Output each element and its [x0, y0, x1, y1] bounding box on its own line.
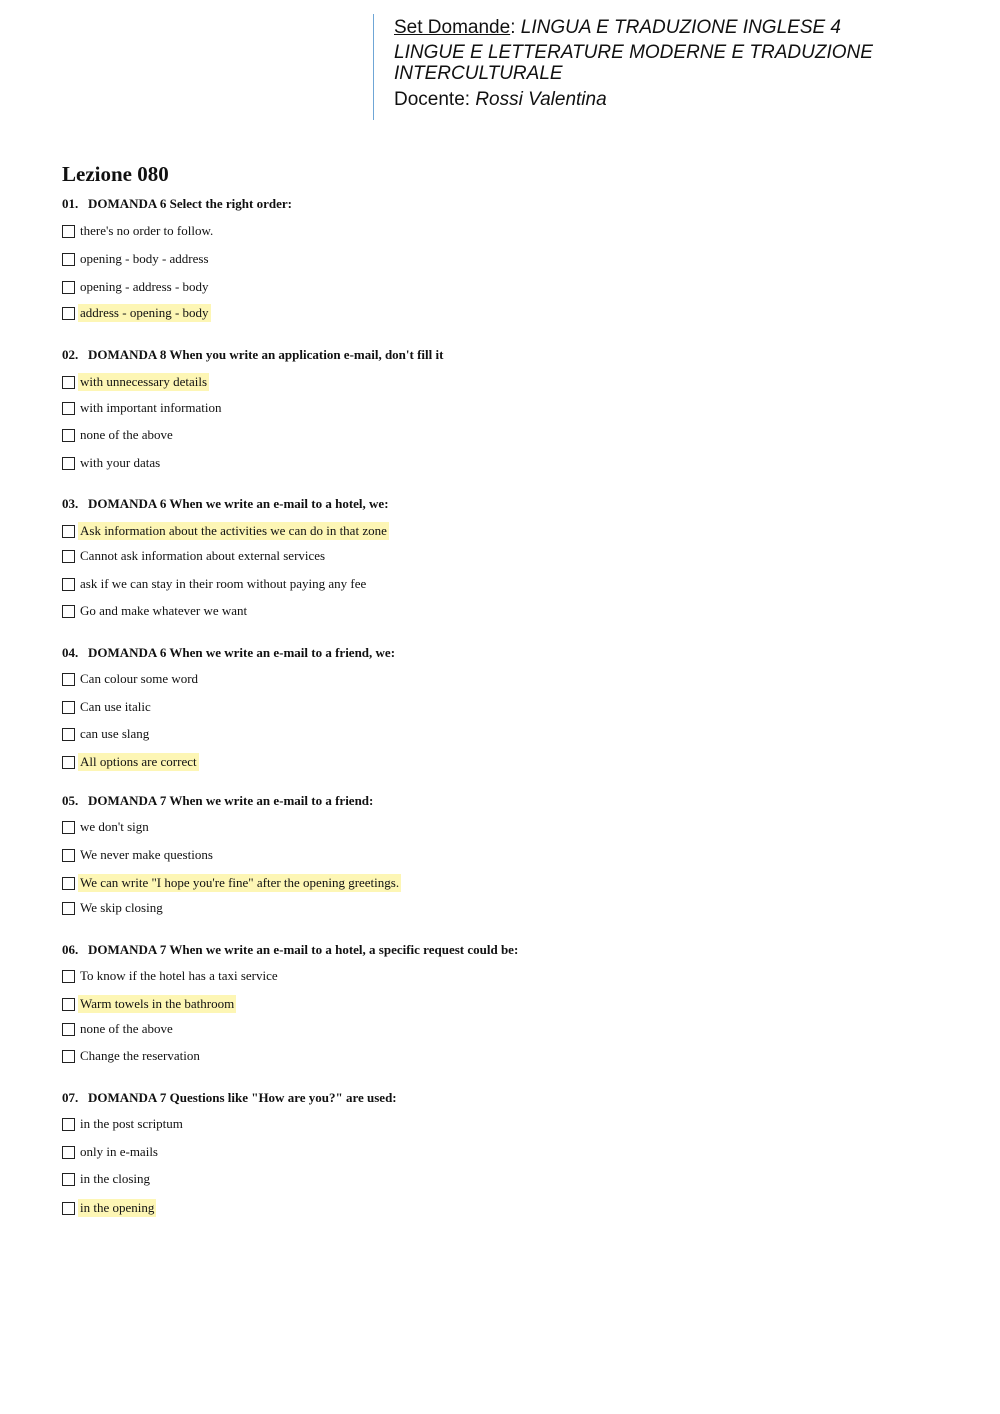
- option-label: only in e-mails: [80, 1144, 158, 1159]
- question-block: [62, 940, 942, 1063]
- question-number: 04.: [62, 645, 79, 660]
- option-checkbox[interactable]: [62, 525, 75, 538]
- answer-option[interactable]: [62, 752, 199, 772]
- option-label: in the post scriptum: [80, 1116, 183, 1131]
- question-number: 01.: [62, 196, 79, 211]
- question-label: DOMANDA 7 When we write an e-mail to a hotel, a specific request could be:: [88, 942, 519, 957]
- answer-option[interactable]: [62, 697, 153, 717]
- option-checkbox[interactable]: [62, 756, 75, 769]
- option-checkbox[interactable]: [62, 728, 75, 741]
- answer-option[interactable]: [62, 669, 200, 689]
- lesson-title: Lezione 080: [62, 162, 169, 186]
- document-header: [373, 14, 933, 120]
- answer-option[interactable]: [62, 277, 211, 297]
- question-text: [62, 1088, 942, 1108]
- option-checkbox[interactable]: [62, 457, 75, 470]
- option-label: Can use italic: [80, 699, 151, 714]
- option-label: none of the above: [80, 427, 173, 442]
- option-label: we don't sign: [80, 819, 149, 834]
- answer-option[interactable]: [62, 966, 280, 986]
- option-label: Cannot ask information about external services: [80, 548, 326, 563]
- question-number: 07.: [62, 1090, 79, 1105]
- course-title: LINGUA E TRADUZIONE INGLESE 4: [520, 17, 842, 38]
- question-block: [62, 643, 942, 769]
- question-text: [62, 643, 942, 663]
- answer-option[interactable]: [62, 372, 209, 392]
- option-label: Can colour some word: [80, 671, 199, 686]
- answer-option[interactable]: [62, 994, 236, 1014]
- option-checkbox[interactable]: [62, 225, 75, 238]
- answer-option[interactable]: [62, 1019, 175, 1039]
- degree-title: LINGUE E LETTERATURE MODERNE E TRADUZIONE INTERCULTURALE: [394, 42, 873, 84]
- option-label: can use slang: [80, 726, 150, 741]
- option-label: opening - body - address: [80, 251, 209, 266]
- question-block: [62, 1088, 942, 1215]
- option-label: with important information: [80, 400, 222, 415]
- teacher-label: Docente:: [394, 89, 476, 110]
- question-label: DOMANDA 6 When we write an e-mail to a hotel, we:: [88, 496, 389, 511]
- question-block: [62, 494, 942, 618]
- option-checkbox[interactable]: [62, 998, 75, 1011]
- option-checkbox[interactable]: [62, 877, 75, 890]
- option-checkbox[interactable]: [62, 902, 75, 915]
- option-checkbox[interactable]: [62, 550, 75, 563]
- option-checkbox[interactable]: [62, 1202, 75, 1215]
- set-line: [394, 16, 933, 40]
- answer-option[interactable]: [62, 453, 162, 473]
- answer-option[interactable]: [62, 1142, 160, 1162]
- option-checkbox[interactable]: [62, 402, 75, 415]
- answer-option[interactable]: [62, 303, 211, 323]
- answer-option[interactable]: [62, 873, 401, 893]
- option-label: with your datas: [80, 455, 161, 470]
- question-text: [62, 345, 942, 365]
- answer-option[interactable]: [62, 724, 151, 744]
- option-label: To know if the hotel has a taxi service: [80, 968, 278, 983]
- option-label-highlighted: in the opening: [80, 1200, 155, 1215]
- option-label: in the closing: [80, 1171, 151, 1186]
- option-checkbox[interactable]: [62, 1118, 75, 1131]
- option-label-highlighted: Ask information about the activities we can do in that zone: [80, 523, 387, 538]
- option-label-highlighted: All options are correct: [80, 754, 197, 769]
- option-checkbox[interactable]: [62, 1023, 75, 1036]
- question-label: DOMANDA 8 When you write an application e-mail, don't fill it: [88, 347, 444, 362]
- option-checkbox[interactable]: [62, 253, 75, 266]
- question-text: [62, 194, 942, 214]
- option-label: Change the reservation: [80, 1048, 200, 1063]
- option-checkbox[interactable]: [62, 701, 75, 714]
- option-label-highlighted: with unnecessary details: [80, 374, 208, 389]
- answer-option[interactable]: [62, 1169, 152, 1189]
- question-text: [62, 494, 942, 514]
- question-number: 06.: [62, 942, 79, 957]
- answer-option[interactable]: [62, 249, 211, 269]
- answer-option[interactable]: [62, 817, 151, 837]
- question-number: 02.: [62, 347, 79, 362]
- option-label: Go and make whatever we want: [80, 603, 248, 618]
- question-label: DOMANDA 7 When we write an e-mail to a friend:: [88, 793, 374, 808]
- option-checkbox[interactable]: [62, 281, 75, 294]
- answer-option[interactable]: [62, 898, 165, 918]
- question-label: DOMANDA 6 When we write an e-mail to a friend, we:: [88, 645, 396, 660]
- option-checkbox[interactable]: [62, 1050, 75, 1063]
- answer-option[interactable]: [62, 425, 175, 445]
- answer-option[interactable]: [62, 1114, 185, 1134]
- answer-option[interactable]: [62, 1198, 156, 1218]
- option-label: opening - address - body: [80, 279, 209, 294]
- option-label-highlighted: Warm towels in the bathroom: [80, 996, 235, 1011]
- answer-option[interactable]: [62, 574, 368, 594]
- question-text: [62, 791, 942, 811]
- answer-option[interactable]: [62, 845, 215, 865]
- question-label: DOMANDA 7 Questions like "How are you?" are used:: [88, 1090, 397, 1105]
- question-text: [62, 940, 942, 960]
- answer-option[interactable]: [62, 546, 327, 566]
- answer-option[interactable]: [62, 1046, 202, 1066]
- option-label: there's no order to follow.: [80, 223, 214, 238]
- question-number: 03.: [62, 496, 79, 511]
- answer-option[interactable]: [62, 601, 249, 621]
- set-label: Set Domande: [394, 17, 511, 38]
- option-checkbox[interactable]: [62, 1146, 75, 1159]
- option-label-highlighted: We can write "I hope you're fine" after the opening greetings.: [80, 875, 400, 890]
- question-number: 05.: [62, 793, 79, 808]
- teacher-line: [394, 88, 933, 112]
- set-separator: :: [510, 17, 521, 38]
- answer-option[interactable]: [62, 221, 215, 241]
- question-block: [62, 194, 942, 320]
- option-label: none of the above: [80, 1021, 173, 1036]
- answer-option[interactable]: [62, 521, 389, 541]
- option-checkbox[interactable]: [62, 970, 75, 983]
- option-checkbox[interactable]: [62, 429, 75, 442]
- option-label: We skip closing: [80, 900, 163, 915]
- question-label: DOMANDA 6 Select the right order:: [88, 196, 292, 211]
- option-label: We never make questions: [80, 847, 213, 862]
- question-block: [62, 345, 942, 470]
- option-checkbox[interactable]: [62, 376, 75, 389]
- option-checkbox[interactable]: [62, 673, 75, 686]
- option-label: ask if we can stay in their room without paying any fee: [80, 576, 367, 591]
- option-checkbox[interactable]: [62, 849, 75, 862]
- question-block: [62, 791, 942, 915]
- option-checkbox[interactable]: [62, 605, 75, 618]
- option-checkbox[interactable]: [62, 578, 75, 591]
- option-checkbox[interactable]: [62, 307, 75, 320]
- answer-option[interactable]: [62, 398, 224, 418]
- teacher-name: Rossi Valentina: [475, 89, 607, 110]
- option-checkbox[interactable]: [62, 821, 75, 834]
- option-label-highlighted: address - opening - body: [80, 305, 209, 320]
- option-checkbox[interactable]: [62, 1173, 75, 1186]
